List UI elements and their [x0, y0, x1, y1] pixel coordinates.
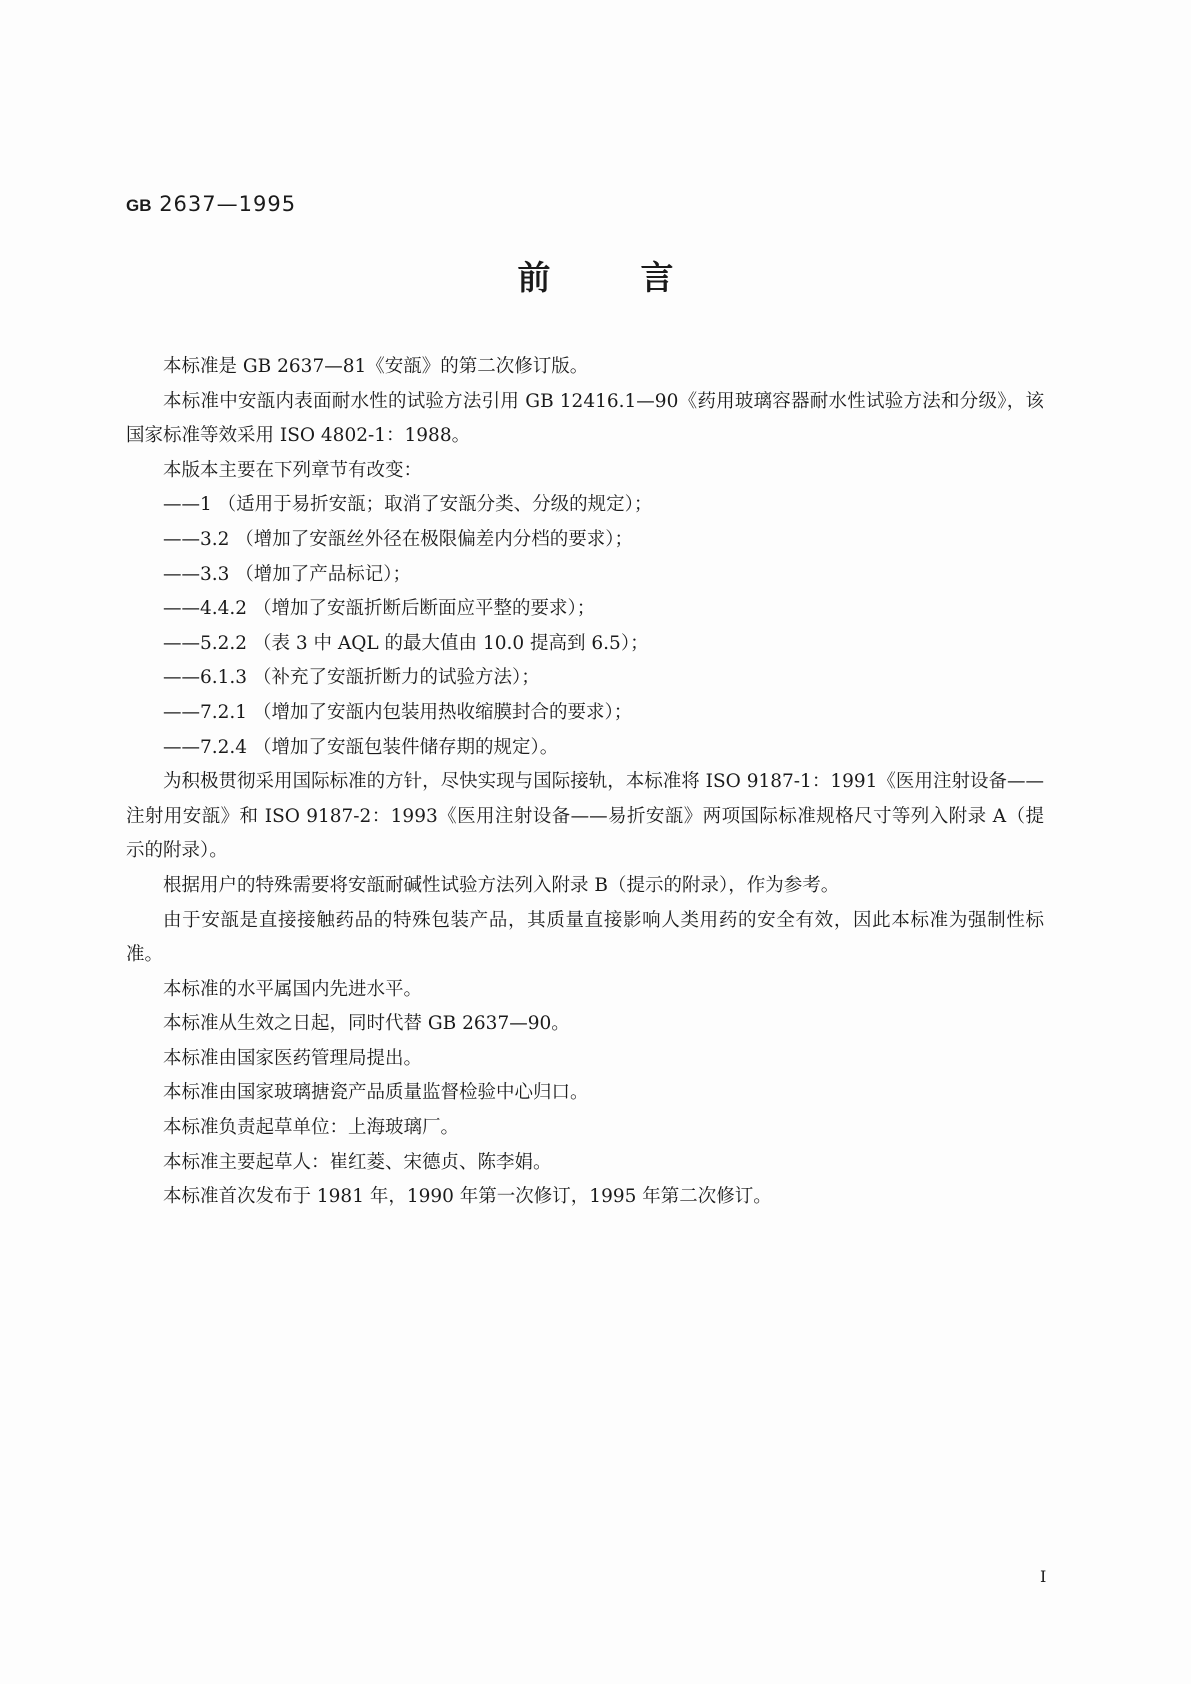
paragraph: 本标准负责起草单位：上海玻璃厂。 — [163, 1117, 460, 1139]
paragraph: 为积极贯彻采用国际标准的方针，尽快实现与国际接轨，本标准将 ISO 9187-1：1991《医用注射设备——注射用安瓿》和 ISO 9187-2：1993《医用注射设备——易折安瓿》两项国际标准规格尺寸等列入附录 A（提示的附录）。 — [126, 771, 1044, 862]
standard-prefix: GB — [126, 196, 152, 215]
change-item: ——4.4.2 （增加了安瓿折断后断面应平整的要求）； — [163, 598, 596, 620]
paragraph: 由于安瓿是直接接触药品的特殊包装产品，其质量直接影响人类用药的安全有效，因此本标准为强制性标准。 — [126, 909, 1044, 966]
paragraph: 本标准首次发布于 1981 年，1990 年第一次修订，1995 年第二次修订。 — [163, 1186, 772, 1208]
paragraph: 本标准由国家医药管理局提出。 — [163, 1047, 423, 1069]
paragraph: 本标准的水平属国内先进水平。 — [163, 978, 423, 1000]
paragraph: 本标准中安瓿内表面耐水性的试验方法引用 GB 12416.1—90《药用玻璃容器耐水性试验方法和分级》，该国家标准等效采用 ISO 4802-1：1988。 — [126, 390, 1044, 447]
paragraph: 根据用户的特殊需要将安瓿耐碱性试验方法列入附录 B（提示的附录），作为参考。 — [163, 874, 840, 896]
change-item: ——6.1.3 （补充了安瓿折断力的试验方法）； — [163, 667, 540, 689]
page-number: I — [1040, 1567, 1047, 1586]
change-item: ——1 （适用于易折安瓿；取消了安瓿分类、分级的规定）； — [163, 494, 653, 516]
paragraph: 本标准主要起草人：崔红菱、宋德贞、陈李娟。 — [163, 1151, 552, 1173]
change-item: ——7.2.1 （增加了安瓿内包装用热收缩膜封合的要求）； — [163, 701, 633, 723]
change-item: ——5.2.2 （表 3 中 AQL 的最大值由 10.0 提高到 6.5）； — [163, 632, 649, 654]
paragraph: 本标准从生效之日起，同时代替 GB 2637—90。 — [163, 1013, 570, 1035]
change-item: ——7.2.4 （增加了安瓿包装件储存期的规定）。 — [163, 736, 559, 758]
paragraph: 本标准是 GB 2637—81《安瓿》的第二次修订版。 — [163, 356, 589, 377]
paragraph: 本版本主要在下列章节有改变： — [163, 459, 423, 481]
standard-code — [126, 192, 296, 216]
change-item: ——3.2 （增加了安瓿丝外径在极限偏差内分档的要求）； — [163, 528, 634, 550]
page-title: 前言 — [517, 258, 764, 297]
paragraph: 本标准由国家玻璃搪瓷产品质量监督检验中心归口。 — [163, 1082, 589, 1104]
foreword-body — [126, 350, 1044, 1215]
change-item: ——3.3 （增加了产品标记）； — [163, 563, 412, 585]
standard-number: 2637—1995 — [159, 192, 297, 216]
